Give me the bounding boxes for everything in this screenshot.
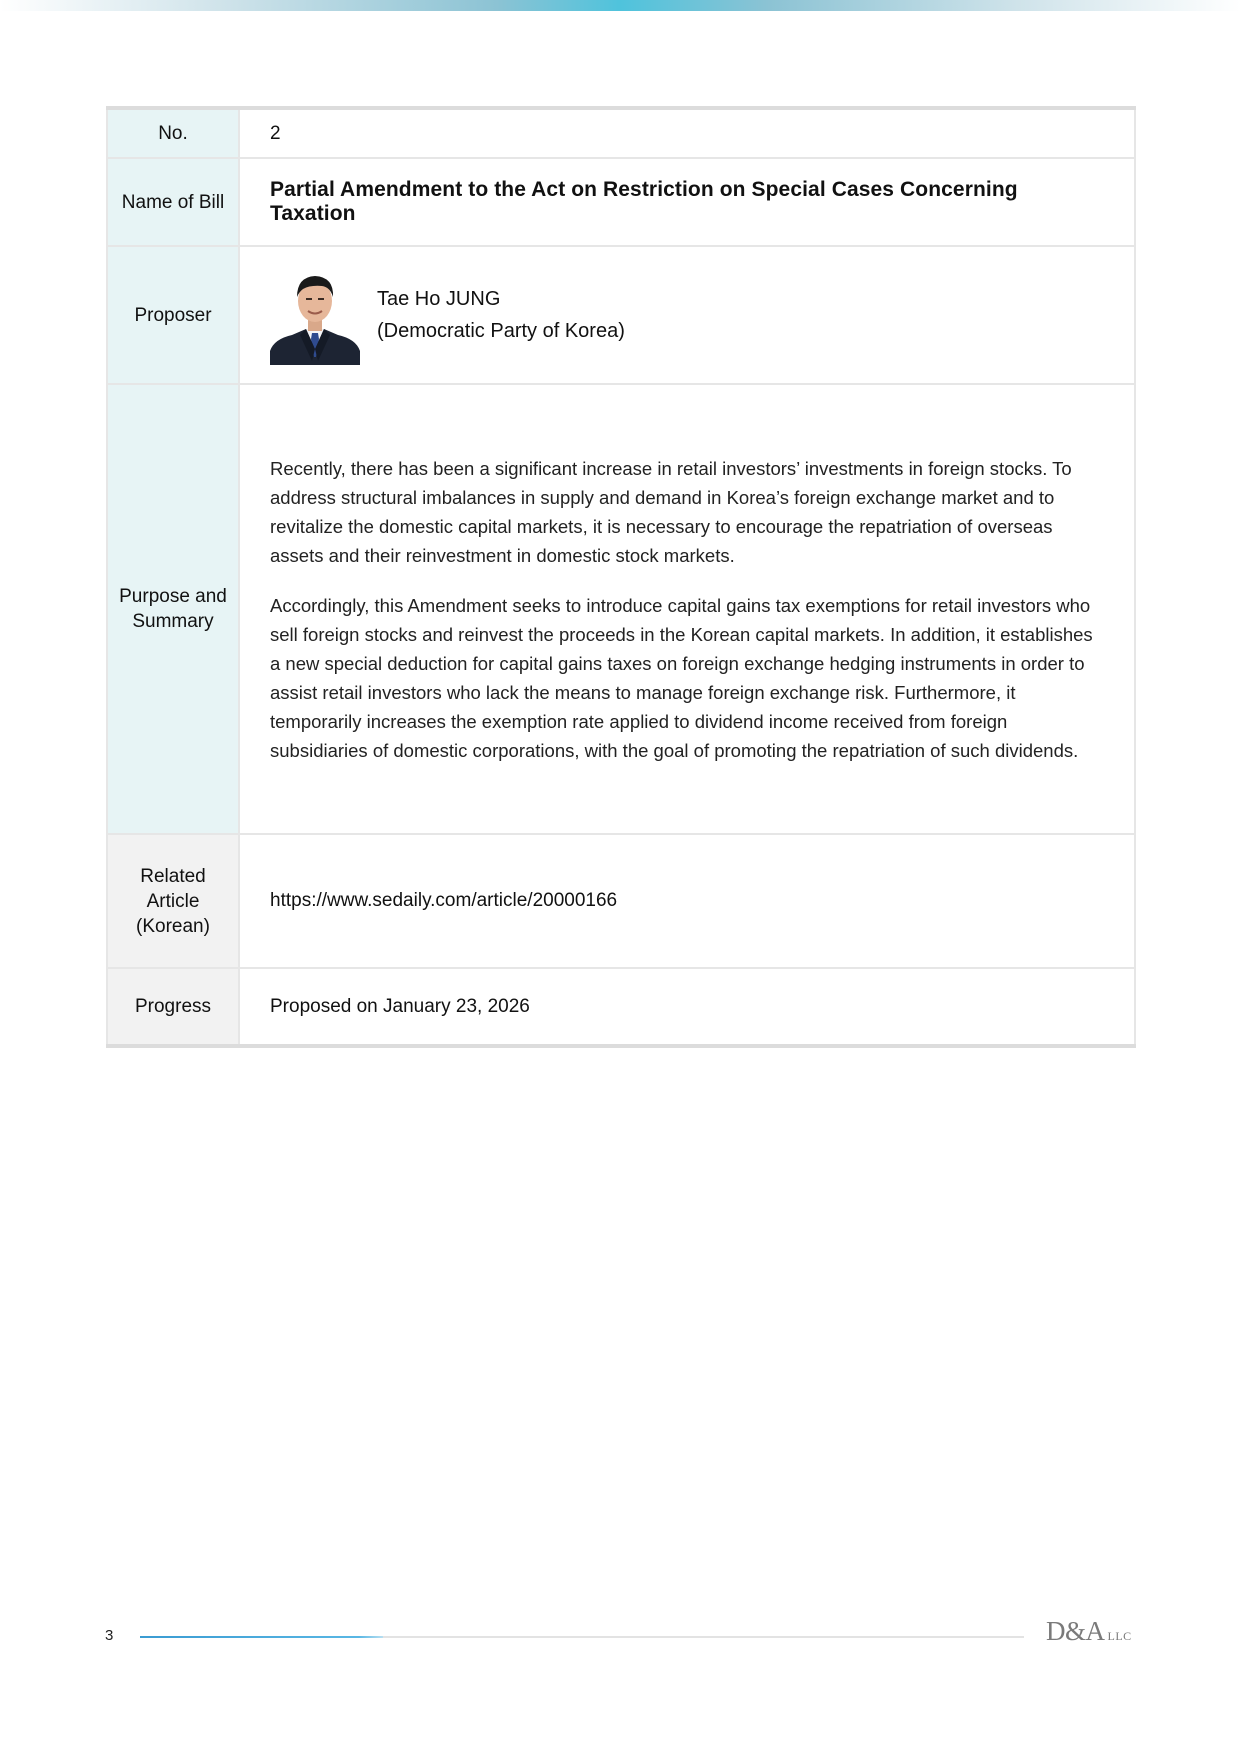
row-progress [107, 968, 1135, 1046]
proposer-text [377, 283, 625, 347]
value-purpose-and-summary [239, 384, 1135, 834]
label-proposer: Proposer [107, 246, 239, 384]
summary-paragraph-1: Recently, there has been a significant increase in retail investors’ investments in foreign stocks. To address structural imbalances in supply and demand in Korea’s foreign exchange market and to revitalize the domestic capital markets, it is necessary to encourage the repatriation of overseas assets and their reinvestment in domestic stock markets. [270, 457, 1072, 566]
logo [1046, 1616, 1136, 1648]
value-proposer [239, 246, 1135, 384]
related-article-link[interactable]: https://www.sedaily.com/article/20000166 [270, 890, 618, 911]
proposer-name: Tae Ho JUNG [377, 288, 501, 310]
value-no: 2 [239, 108, 1135, 158]
proposer-portrait-icon [270, 265, 360, 365]
footer-progress-line [140, 1636, 1024, 1638]
page-number: 3 [105, 1627, 114, 1644]
label-related-article: Related Article (Korean) [107, 834, 239, 968]
value-related-article [239, 834, 1135, 968]
row-purpose-and-summary [107, 384, 1135, 834]
row-no [107, 108, 1135, 158]
label-progress: Progress [107, 968, 239, 1046]
logo-sub: LLC [1107, 1629, 1132, 1643]
value-progress: Proposed on January 23, 2026 [239, 968, 1135, 1046]
footer-progress-fill [140, 1636, 383, 1638]
bill-info-table [106, 106, 1136, 1048]
proposer-info [270, 265, 1108, 365]
label-name-of-bill: Name of Bill [107, 158, 239, 246]
row-related-article [107, 834, 1135, 968]
summary-paragraph-2: Accordingly, this Amendment seeks to introduce capital gains tax exemptions for retail investors who sell foreign stocks and reinvest the proceeds in the Korean capital markets. In addition, it establishes a new special deduction for capital gains taxes on foreign exchange hedging instruments in order to assist retail investors who lack the means to manage foreign exchange risk. Furthermore, it temporarily increases the exemption rate applied to dividend income received from foreign subsidiaries of domestic corporations, with the goal of promoting the repatriation of such dividends. [270, 594, 1093, 761]
value-name-of-bill [239, 158, 1135, 246]
label-no: No. [107, 108, 239, 158]
row-proposer [107, 246, 1135, 384]
label-purpose-and-summary: Purpose and Summary [107, 384, 239, 834]
proposer-party: (Democratic Party of Korea) [377, 320, 625, 342]
row-name-of-bill [107, 158, 1135, 246]
top-gradient-bar [0, 0, 1241, 11]
bill-name: Partial Amendment to the Act on Restriction on Special Cases Concerning Taxation [270, 178, 1018, 225]
logo-main: D&A [1046, 1616, 1105, 1646]
proposer-photo [270, 265, 360, 365]
